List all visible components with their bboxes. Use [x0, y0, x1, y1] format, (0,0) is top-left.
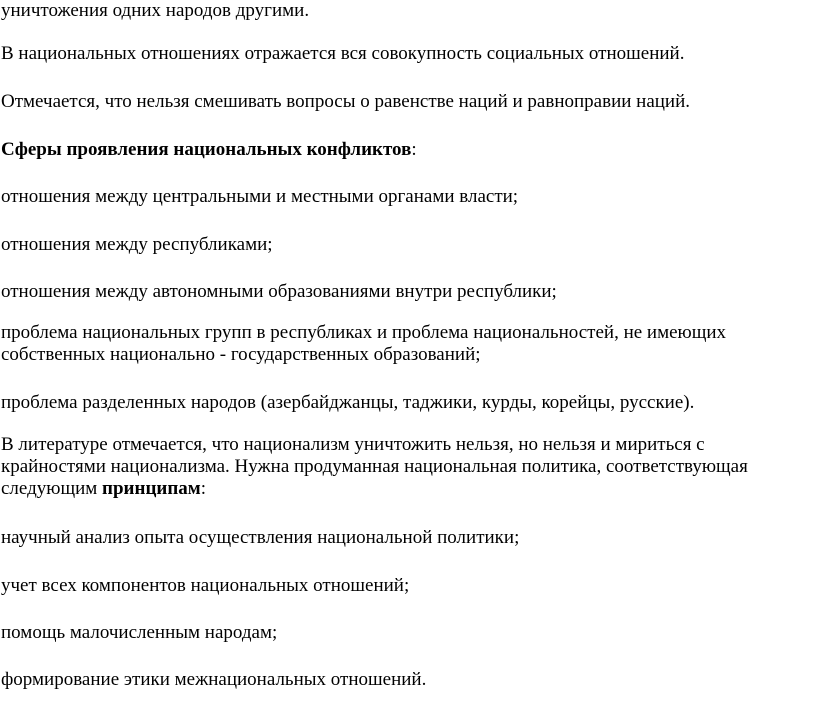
- paragraph-10: [1, 434, 748, 500]
- paragraph-8: [1, 322, 726, 366]
- paragraph-10-line-3-pre: следующим: [1, 478, 103, 499]
- paragraph-2: В национальных отношениях отражается вся совокупность социальных отношений.: [1, 43, 685, 64]
- paragraph-1: уничтожения одних народов другими.: [1, 0, 310, 21]
- heading-bold-text: Сферы проявления национальных конфликтов: [1, 139, 412, 160]
- paragraph-3: Отмечается, что нельзя смешивать вопросы о равенстве наций и равноправии наций.: [1, 91, 691, 112]
- paragraph-10-line-3: [1, 478, 748, 500]
- paragraph-5: отношения между центральными и местными органами власти;: [1, 186, 519, 207]
- heading-colon: :: [411, 139, 417, 160]
- paragraph-13: помощь малочисленным народам;: [1, 622, 278, 643]
- paragraph-6: отношения между республиками;: [1, 234, 273, 255]
- paragraph-8-line-2: собственных национально - государственных образований;: [1, 344, 481, 365]
- paragraph-7: отношения между автономными образованиями внутри республики;: [1, 281, 557, 302]
- paragraph-4-heading: [1, 139, 417, 161]
- paragraph-14: формирование этики межнациональных отношений.: [1, 669, 427, 690]
- paragraph-10-line-1: В литературе отмечается, что национализм уничтожить нельзя, но нельзя и мириться с: [1, 434, 705, 455]
- paragraph-12: учет всех компонентов национальных отношений;: [1, 575, 410, 596]
- paragraph-11: научный анализ опыта осуществления национальной политики;: [1, 527, 520, 548]
- paragraph-8-line-1: проблема национальных групп в республиках и проблема национальностей, не имеющих: [1, 322, 727, 343]
- paragraph-9: проблема разделенных народов (азербайджанцы, таджики, курды, корейцы, русские).: [1, 392, 695, 413]
- paragraph-10-line-3-colon: :: [200, 478, 207, 499]
- paragraph-10-line-2: крайностями национализма. Нужна продуманная национальная политика, соответствующая: [1, 456, 748, 477]
- principles-bold-text: принципам: [102, 478, 201, 499]
